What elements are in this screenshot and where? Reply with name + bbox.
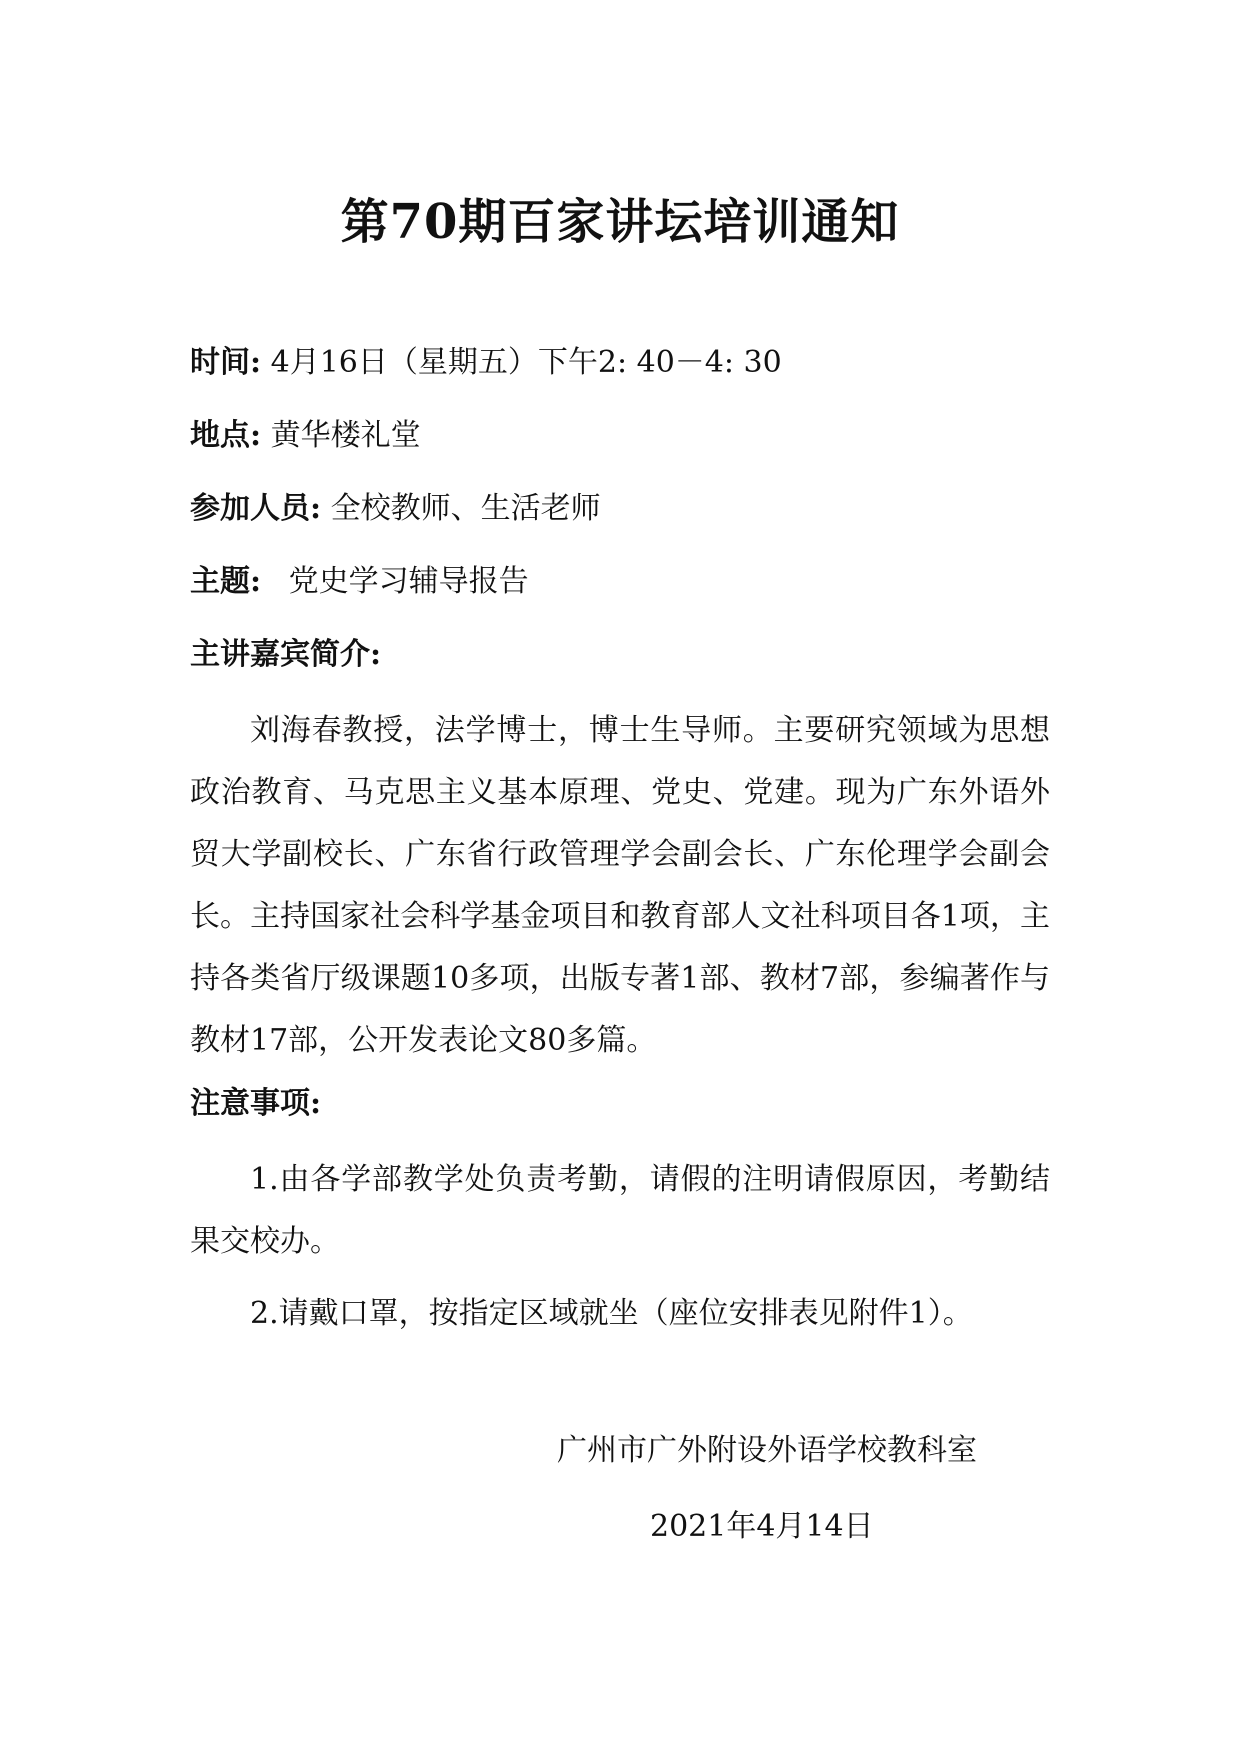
notes-heading: 注意事项: [190,1086,322,1121]
note-item-2: 2.请戴口罩，按指定区域就坐（座位安排表见附件1）。 [250,1296,973,1331]
document-title: 第70期百家讲坛培训通知 [340,194,900,250]
speaker-bio: 刘海春教授，法学博士，博士生导师。主要研究领域为思想政治教育、马克思主义基本原理、党史、党建。现为广东外语外贸大学副校长、广东省行政管理学会副会长、广东伦理学会副会长。主持国家社会科学基金项目和教育部人文社科项目各1项，主持各类省厅级课题10多项，出版专著1部、教材7部，参编著作与教材17部，公开发表论文80多篇。 [190,713,1050,1058]
topic-label: 主题: [190,564,262,599]
speaker-heading: 主讲嘉宾简介: [190,637,382,672]
time-value: 4月16日（星期五）下午2: 40－4: 30 [270,345,782,380]
signature-org: 广州市广外附设外语学校教科室 [557,1433,977,1468]
signature-date: 2021年4月14日 [650,1509,874,1544]
topic-row [190,562,529,602]
place-value: 黄华楼礼堂 [270,418,421,453]
attendees-label: 参加人员: [190,491,322,526]
attendees-row [190,489,601,529]
place-label: 地点: [190,418,262,453]
place-row [190,416,421,456]
time-row [190,343,782,383]
topic-value: 党史学习辅导报告 [288,564,529,599]
attendees-value: 全校教师、生活老师 [330,491,601,526]
time-label: 时间: [190,345,262,380]
note-item-1: 1.由各学部教学处负责考勤，请假的注明请假原因，考勤结果交校办。 [190,1162,1050,1259]
